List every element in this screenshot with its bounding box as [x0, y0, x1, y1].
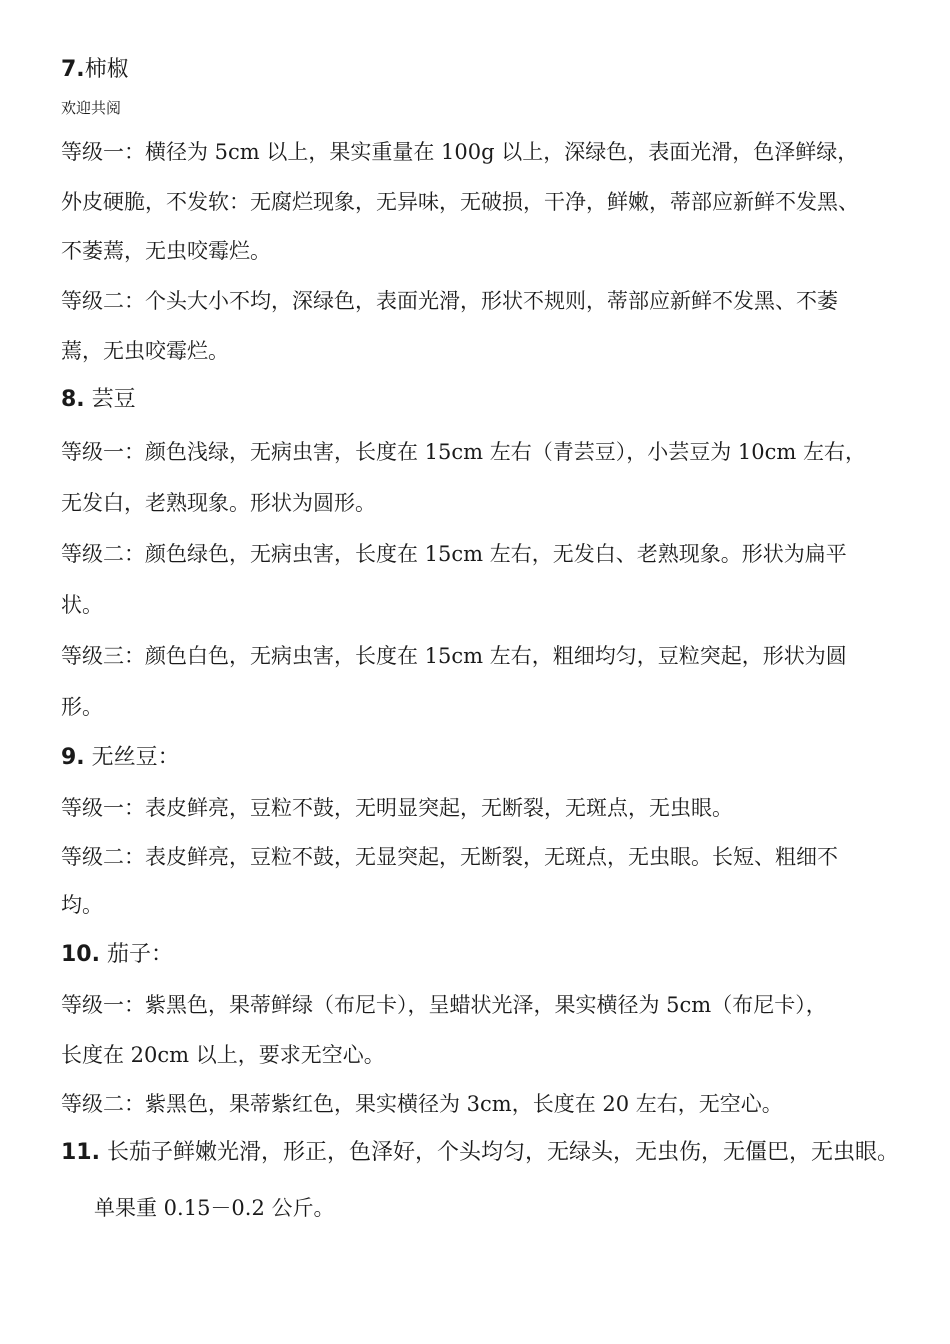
text-line: 状。	[61, 593, 103, 617]
text-line: 等级二：个头大小不均，深绿色，表面光滑，形状不规则，蒂部应新鲜不发黑、不萎	[61, 289, 838, 313]
text-line: 等级三：颜色白色，无病虫害，长度在 15cm 左右，粗细均匀，豆粒突起，形状为圆	[61, 644, 847, 668]
text-line: 等级二：紫黑色，果蒂紫红色，果实横径为 3cm，长度在 20 左右，无空心。	[61, 1092, 783, 1116]
section-heading-7: 7.柿椒	[61, 57, 129, 82]
watermark-note: 欢迎共阅	[61, 99, 122, 117]
text-line: 单果重 0.15－0.2 公斤。	[94, 1196, 335, 1220]
text-line: 形。	[61, 695, 103, 719]
text-line: 不萎蔫，无虫咬霉烂。	[61, 239, 271, 263]
text-line: 等级一：颜色浅绿，无病虫害，长度在 15cm 左右（青芸豆），小芸豆为 10cm 左右，	[61, 440, 866, 464]
text-line: 无发白，老熟现象。形状为圆形。	[61, 491, 376, 515]
text-line: 蔫，无虫咬霉烂。	[61, 339, 229, 363]
text-line: 长度在 20cm 以上，要求无空心。	[61, 1043, 385, 1067]
text-line: 等级一：表皮鲜亮，豆粒不鼓，无明显突起，无断裂，无斑点，无虫眼。	[61, 796, 733, 820]
section-heading-9: 9. 无丝豆：	[61, 745, 180, 770]
text-line: 等级二：表皮鲜亮，豆粒不鼓，无显突起，无断裂，无斑点，无虫眼。长短、粗细不	[61, 845, 838, 869]
text-line: 等级一：紫黑色，果蒂鲜绿（布尼卡），呈蜡状光泽，果实横径为 5cm（布尼卡），	[61, 993, 827, 1017]
text-line: 外皮硬脆，不发软：无腐烂现象，无异味，无破损，干净，鲜嫩，蒂部应新鲜不发黑、	[61, 190, 859, 214]
section-heading-8: 8. 芸豆	[61, 387, 136, 412]
section-heading-11: 11. 长茄子鲜嫩光滑，形正，色泽好，个头均匀，无绿头，无虫伤，无僵巴，无虫眼。	[61, 1140, 899, 1165]
text-line: 均。	[61, 893, 103, 917]
text-line: 等级一：横径为 5cm 以上，果实重量在 100g 以上，深绿色，表面光滑，色泽鲜绿，	[61, 140, 859, 164]
section-heading-10: 10. 茄子：	[61, 942, 173, 967]
text-line: 等级二：颜色绿色，无病虫害，长度在 15cm 左右，无发白、老熟现象。形状为扁平	[61, 542, 847, 566]
